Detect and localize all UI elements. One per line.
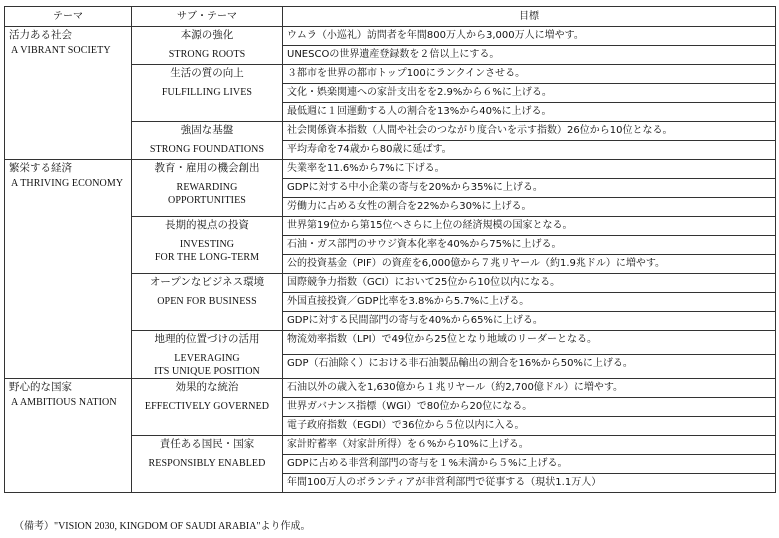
goal-cell: 労働力に占める女性の割合を22%から30%に上げる。 bbox=[283, 198, 776, 217]
theme-cell bbox=[5, 160, 132, 379]
header-row bbox=[5, 7, 776, 27]
vision-table-container bbox=[4, 6, 775, 493]
subtheme-label-jp: 責任ある国民・国家 bbox=[159, 438, 255, 450]
subtheme-cell bbox=[132, 436, 283, 493]
header-subtheme: サブ・テーマ bbox=[132, 7, 283, 27]
goal-cell: 世界第19位から第15位へさらに上位の経済規模の国家となる。 bbox=[283, 217, 776, 236]
subtheme-label-jp: 生活の質の向上 bbox=[170, 67, 244, 79]
subtheme-label-en: STRONG FOUNDATIONS bbox=[149, 144, 265, 155]
vision-goals-table bbox=[4, 6, 776, 493]
table-body bbox=[5, 27, 776, 493]
source-note bbox=[14, 517, 311, 532]
table-row bbox=[5, 160, 776, 179]
subtheme-label-jp: 地理的位置づけの活用 bbox=[154, 333, 260, 345]
subtheme-cell bbox=[132, 217, 283, 274]
goal-cell: GDPに占める非営利部門の寄与を１%未満から５%に上げる。 bbox=[283, 455, 776, 474]
goal-cell: 年間100万人のボランティアが非営利部門で従事する（現状1.1万人） bbox=[283, 474, 776, 493]
subtheme-cell bbox=[132, 160, 283, 217]
subtheme-label-jp: 長期的視点の投資 bbox=[165, 219, 249, 231]
subtheme-label-jp: 効果的な統治 bbox=[175, 381, 239, 393]
subtheme-label-jp: 強固な基盤 bbox=[180, 124, 234, 136]
goal-cell: 家計貯蓄率（対家計所得）を６%から10%に上げる。 bbox=[283, 436, 776, 455]
goal-cell: 物流効率指数（LPI）で49位から25位となり地域のリーダーとなる。 bbox=[283, 331, 776, 355]
goal-cell: 失業率を11.6%から7%に下げる。 bbox=[283, 160, 776, 179]
goal-cell: ３都市を世界の都市トップ100にランクインさせる。 bbox=[283, 65, 776, 84]
header-goals: 目標 bbox=[283, 7, 776, 27]
subtheme-cell bbox=[132, 274, 283, 331]
subtheme-cell bbox=[132, 27, 283, 65]
subtheme-label-en: OPEN FOR BUSINESS bbox=[157, 296, 257, 307]
note-source: "VISION 2030, KINGDOM OF SAUDI ARABIA" bbox=[54, 521, 261, 532]
goal-cell: UNESCOの世界遺産登録数を２倍以上にする。 bbox=[283, 46, 776, 65]
subtheme-label-en: FULFILLING LIVES bbox=[161, 87, 253, 98]
goal-cell: GDP（石油除く）における非石油製品輸出の割合を16%から50%に上げる。 bbox=[283, 355, 776, 379]
goal-cell: 外国直接投資／GDP比率を3.8%から5.7%に上げる。 bbox=[283, 293, 776, 312]
table-row bbox=[5, 379, 776, 398]
subtheme-label-en: INVESTING FOR THE LONG-TERM bbox=[154, 239, 260, 263]
subtheme-cell bbox=[132, 122, 283, 160]
subtheme-cell bbox=[132, 331, 283, 379]
note-label: （備考） bbox=[14, 521, 54, 532]
theme-label-en: A AMBITIOUS NATION bbox=[11, 397, 117, 408]
table-row bbox=[5, 27, 776, 46]
subtheme-label-en: RESPONSIBLY ENABLED bbox=[148, 458, 266, 469]
theme-cell bbox=[5, 379, 132, 493]
goal-cell: 石油・ガス部門のサウジ資本化率を40%から75%に上げる。 bbox=[283, 236, 776, 255]
theme-label-jp: 活力ある社会 bbox=[9, 29, 72, 41]
goal-cell: 平均寿命を74歳から80歳に延ばす。 bbox=[283, 141, 776, 160]
theme-label-jp: 繁栄する経済 bbox=[9, 162, 72, 174]
goal-cell: 電子政府指数（EGDI）で36位から５位以内に入る。 bbox=[283, 417, 776, 436]
theme-label-en: A THRIVING ECONOMY bbox=[11, 178, 124, 189]
subtheme-cell bbox=[132, 65, 283, 122]
theme-label-en: A VIBRANT SOCIETY bbox=[11, 45, 111, 56]
theme-label-jp: 野心的な国家 bbox=[9, 381, 72, 393]
goal-cell: ウムラ（小巡礼）訪問者を年間800万人から3,000万人に増やす。 bbox=[283, 27, 776, 46]
subtheme-label-jp: オープンなビジネス環境 bbox=[149, 276, 265, 288]
subtheme-cell bbox=[132, 379, 283, 436]
goal-cell: 公的投資基金（PIF）の資産を6,000億から７兆リヤール（約1.9兆ドル）に増やす。 bbox=[283, 255, 776, 274]
header-theme: テーマ bbox=[5, 7, 132, 27]
subtheme-label-en: EFFECTIVELY GOVERNED bbox=[144, 401, 270, 412]
goal-cell: GDPに対する民間部門の寄与を40%から65%に上げる。 bbox=[283, 312, 776, 331]
subtheme-label-en: REWARDING OPPORTUNITIES bbox=[168, 182, 246, 206]
goal-cell: 文化・娯楽関連への家計支出をを2.9%から６%に上げる。 bbox=[283, 84, 776, 103]
subtheme-label-jp: 本源の強化 bbox=[180, 29, 234, 41]
goal-cell: 石油以外の歳入を1,630億から１兆リヤール（約2,700億ドル）に増やす。 bbox=[283, 379, 776, 398]
subtheme-label-jp: 教育・雇用の機会創出 bbox=[154, 162, 260, 174]
goal-cell: 世界ガバナンス指標（WGI）で80位から20位になる。 bbox=[283, 398, 776, 417]
subtheme-label-en: LEVERAGING ITS UNIQUE POSITION bbox=[154, 353, 260, 377]
goal-cell: 国際競争力指数（GCI）において25位から10位以内になる。 bbox=[283, 274, 776, 293]
theme-cell bbox=[5, 27, 132, 160]
subtheme-label-en: STRONG ROOTS bbox=[168, 49, 246, 60]
goal-cell: GDPに対する中小企業の寄与を20%から35%に上げる。 bbox=[283, 179, 776, 198]
note-suffix: より作成。 bbox=[260, 521, 311, 532]
goal-cell: 最低週に１回運動する人の割合を13%から40%に上げる。 bbox=[283, 103, 776, 122]
goal-cell: 社会関係資本指数（人間や社会のつながり度合いを示す指数）26位から10位となる。 bbox=[283, 122, 776, 141]
